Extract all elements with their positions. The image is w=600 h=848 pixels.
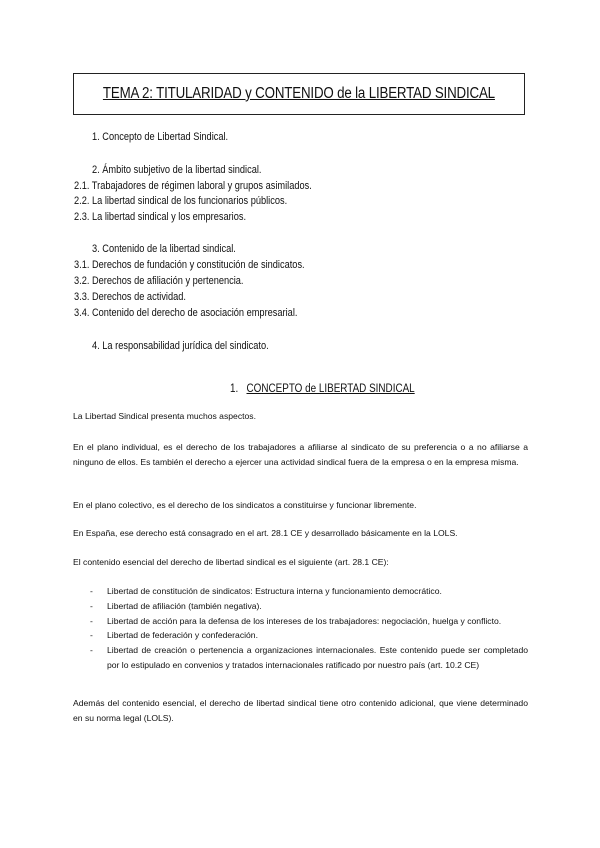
- title-box: [73, 73, 525, 115]
- paragraph: El contenido esencial del derecho de libertad sindical es el siguiente (art. 28.1 CE):: [73, 557, 389, 567]
- list-item: - Libertad de federación y confederación.: [90, 628, 528, 643]
- toc-item: 2.3. La libertad sindical y los empresarios.: [74, 211, 247, 223]
- list-item: - Libertad de constitución de sindicatos: Estructura interna y funcionamiento democrático.: [90, 584, 528, 599]
- closing-paragraph: Además del contenido esencial, el derecho de libertad sindical tiene otro contenido adicional, que viene determinado en su norma legal (LOLS).: [73, 698, 528, 723]
- list-marker: -: [90, 586, 93, 596]
- section-number: 1.: [230, 383, 239, 395]
- toc-item: 2.1. Trabajadores de régimen laboral y grupos asimilados.: [74, 180, 312, 192]
- paragraph: En España, ese derecho está consagrado en el art. 28.1 CE y desarrollado básicamente en la LOLS.: [73, 528, 458, 538]
- toc-item: 3.2. Derechos de afiliación y pertenencia.: [74, 275, 244, 287]
- toc-item: 3. Contenido de la libertad sindical.: [92, 243, 236, 255]
- toc-item: 3.4. Contenido del derecho de asociación empresarial.: [74, 307, 298, 319]
- toc-item: 1. Concepto de Libertad Sindical.: [92, 131, 229, 143]
- list-marker: -: [90, 600, 93, 611]
- paragraph: En el plano individual, es el derecho de los trabajadores a afiliarse al sindicato de su preferencia o a no afiliarse a ninguno de ellos. Es también el derecho a ejercer una actividad sindical fuera de la empresa o en la empresa misma.: [73, 442, 528, 467]
- toc-item: 2.2. La libertad sindical de los funcionarios públicos.: [74, 195, 288, 207]
- toc-item: 3.3. Derechos de actividad.: [74, 291, 186, 303]
- section-heading: [230, 383, 415, 395]
- list-item: - Libertad de creación o pertenencia a organizaciones internacionales. Este contenido puede ser completado por lo estipulado en convenios y tratados internacionales ratificado por nuestro país (art. 10.2 CE): [90, 645, 528, 670]
- toc-item: 4. La responsabilidad jurídica del sindicato.: [92, 340, 269, 352]
- section-title: CONCEPTO de LIBERTAD SINDICAL: [246, 383, 415, 395]
- toc-item: 3.1. Derechos de fundación y constitución de sindicatos.: [74, 259, 305, 271]
- list-marker: -: [90, 615, 93, 626]
- list-item: - Libertad de acción para la defensa de los intereses de los trabajadores: negociación, huelga y conflicto.: [90, 614, 528, 629]
- list-marker: -: [90, 645, 93, 656]
- document-title: TEMA 2: TITULARIDAD y CONTENIDO de la LIBERTAD SINDICAL: [102, 85, 496, 102]
- list-marker: -: [90, 630, 93, 641]
- essential-content-list: [90, 584, 528, 673]
- list-item: - Libertad de afiliación (también negativa).: [90, 599, 528, 614]
- toc-item: 2. Ámbito subjetivo de la libertad sindical.: [92, 164, 262, 176]
- paragraph: La Libertad Sindical presenta muchos aspectos.: [73, 411, 256, 421]
- paragraph: En el plano colectivo, es el derecho de los sindicatos a constituirse y funcionar libremente.: [73, 500, 417, 510]
